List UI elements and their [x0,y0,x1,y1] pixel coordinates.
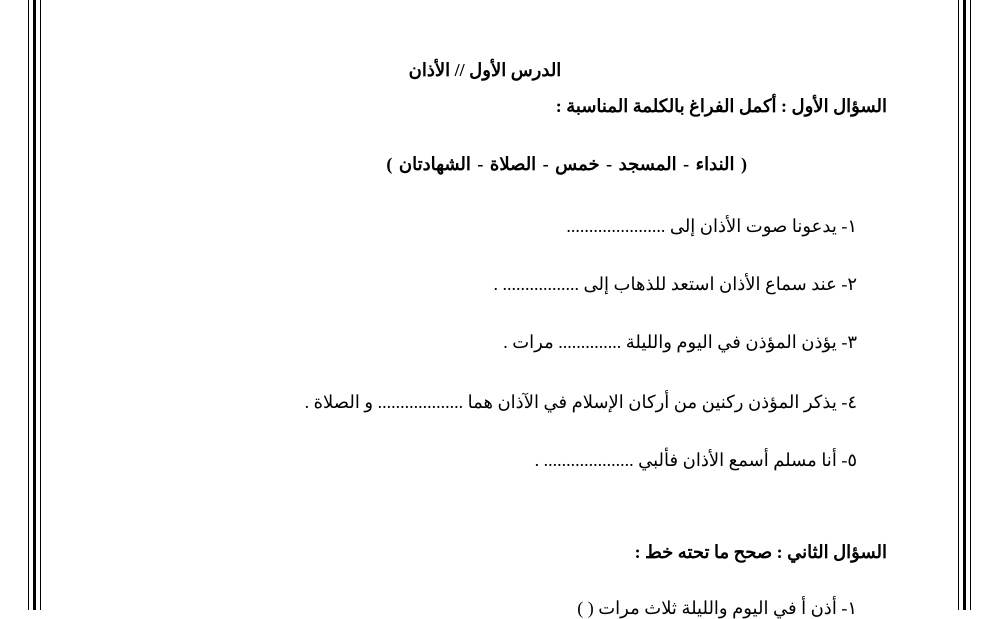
left-border-outer [28,0,29,610]
right-border-inner [958,0,959,610]
left-border-inner [40,0,41,610]
word-bank: ( النداء - المسجد - خمس - الصلاة - الشهادتان ) [386,154,747,174]
question-1-heading: السؤال الأول : أكمل الفراغ بالكلمة المناسبة : [555,96,887,116]
fill-blank-item-3: ٣- يؤذن المؤذن في اليوم والليلة .............. مرات . [503,332,857,352]
lesson-title: الدرس الأول // الأذان [408,60,562,80]
fill-blank-item-5: ٥- أنا مسلم أسمع الأذان فألبي .................... . [534,450,857,470]
fill-blank-item-2: ٢- عند سماع الأذان استعد للذهاب إلى ................. . [493,274,857,294]
fill-blank-item-4: ٤- يذكر المؤذن ركنين من أركان الإسلام في الآذان هما ................... و الصلاة . [304,392,857,412]
left-border-middle [33,0,36,610]
fill-blank-item-1: ١- يدعونا صوت الأذان إلى ...................... [566,216,857,236]
right-border-middle [963,0,966,610]
question-2-heading: السؤال الثاني : صحح ما تحته خط : [634,542,887,562]
correction-item-1: ١- أذن أ في اليوم والليلة ثلاث مرات ( ) [577,598,857,618]
right-border-outer [970,0,971,610]
